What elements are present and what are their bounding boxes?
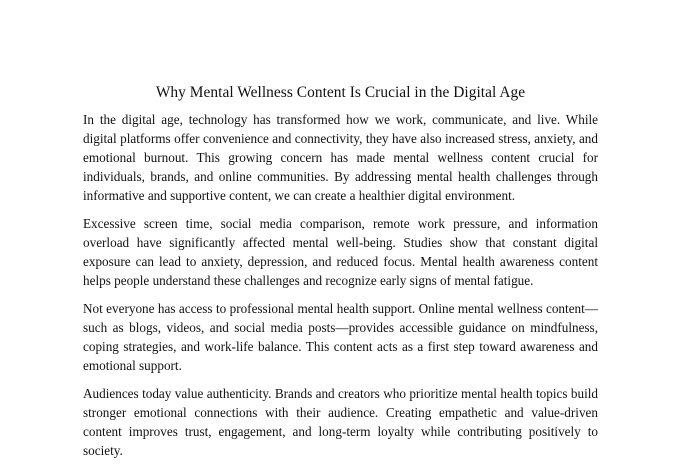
document-title: Why Mental Wellness Content Is Crucial in the Digital Age bbox=[155, 84, 526, 101]
paragraph-screen-time: Excessive screen time, social media comparison, remote work pressure, and information overload have significantly affected mental well-being. Studies show that constant digital exposure can lead to anxiety, depression, and reduced focus. Mental health awareness content helps people understand these challenges and recognize early signs of mental fatigue. bbox=[83, 215, 598, 289]
paragraph-intro: In the digital age, technology has transformed how we work, communicate, and live. While digital platforms offer convenience and connectivity, they have also increased stress, anxiety, and emotional burnout. This growing concern has made mental wellness content crucial for individuals, brands, and online communities. By addressing mental health challenges through informative and supportive content, we can create a healthier digital environment. bbox=[83, 112, 598, 204]
paragraph-access: Not everyone has access to professional mental health support. Online mental wellness content—such as blogs, videos, and social media posts—provides accessible guidance on mindfulness, coping strategies, and work-life balance. This content acts as a first step toward awareness and emotional support. bbox=[83, 300, 598, 374]
document-page bbox=[83, 83, 598, 469]
paragraph-authenticity: Audiences today value authenticity. Brands and creators who prioritize mental health topics build stronger emotional connections with their audience. Creating empathetic and value-driven content improves trust, engagement, and long-term loyalty while contributing positively to society. bbox=[83, 385, 598, 458]
